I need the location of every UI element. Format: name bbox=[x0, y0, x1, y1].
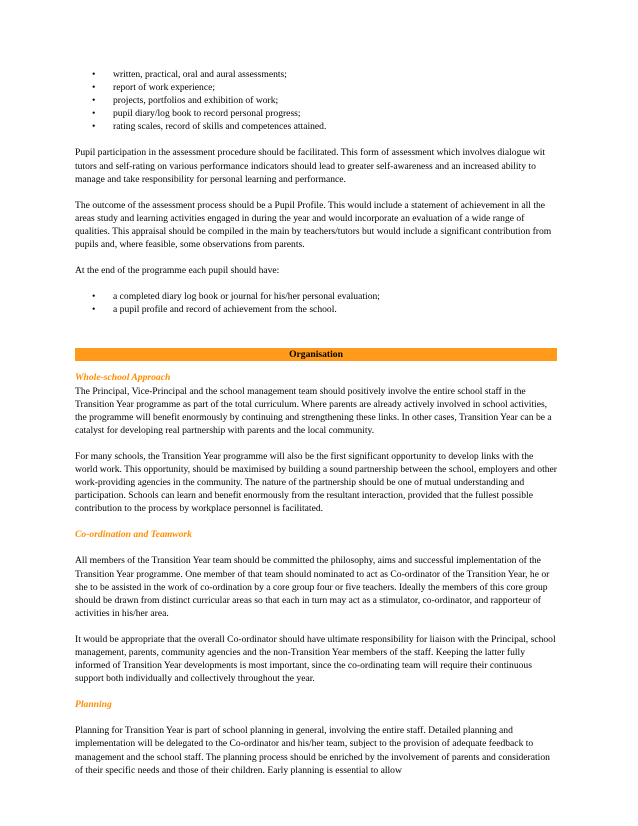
paragraph-whole-school-2: For many schools, the Transition Year programme will also be the first significant opportunity to develop links with the world work. This opportunity, should be maximised by building a sound partnership between the school, employers and other work-providing agencies in the community. The nature of the partnership should be one of mutual understanding and participation. Schools can learn and benefit enormously from the resultant interaction, provided that the fullest possible contribution to the process by workplace personnel is facilitated. bbox=[75, 450, 558, 515]
document-page bbox=[75, 68, 557, 777]
paragraph-end-of-programme: At the end of the programme each pupil should have: bbox=[75, 265, 280, 277]
heading-whole-school: Whole-school Approach bbox=[75, 372, 171, 384]
paragraph-planning-1: Planning for Transition Year is part of school planning in general, involving the entire staff. Detailed planning and implementation will be delegated to the Co-ordinator and his/her team, subject to the provision of adequate feedback to management and the school staff. The planning process should be enriched by the involvement of parents and consideration of their specific needs and those of their children. Early planning is essential to allow bbox=[75, 725, 550, 776]
list-item: • rating scales, record of skills and competences attained. bbox=[75, 120, 557, 133]
end-of-programme-list bbox=[75, 290, 557, 316]
list-item: • report of work experience; bbox=[75, 81, 557, 94]
list-item: • projects, portfolios and exhibition of work; bbox=[75, 94, 557, 107]
paragraph-coordination-1: All members of the Transition Year team should be committed the philosophy, aims and successful implementation of the Transition Year programme. One member of that team should nominated to act as Co-ordinator of the Transition Year, he or she to be assisted in the work of co-ordination by a core group four or five teachers. Ideally the members of this core group should be drawn from distinct curricular areas so that each in turn may act as a stimulator, co-ordinator, and rapporteur of activities in his/her area. bbox=[75, 555, 550, 619]
paragraph-coordination-2: It would be appropriate that the overall Co-ordinator should have ultimate responsibility for liaison with the Principal, school management, parents, community agencies and the non-Transition Year members of the staff. Keeping the latter fully informed of Transition Year developments is most important, since the co-ordinating team will require their continuous support both individually and collectively throughout the year. bbox=[75, 633, 556, 685]
list-item: • a pupil profile and record of achievement from the school. bbox=[75, 303, 557, 316]
paragraph-outcome: The outcome of the assessment process should be a Pupil Profile. This would include a statement of achievement in all the areas study and learning activities engaged in during the year and would incorporate an evaluation of a wide range of qualities. This appraisal should be compiled in the main by teachers/tutors but would include a significant contribution from pupils and, where feasible, some observations from parents. bbox=[75, 199, 552, 251]
list-item: • a completed diary log book or journal for his/her personal evaluation; bbox=[75, 290, 557, 303]
list-item: • written, practical, oral and aural assessments; bbox=[75, 68, 557, 81]
assessments-list bbox=[75, 68, 557, 133]
heading-coordination: Co-ordination and Teamwork bbox=[75, 529, 192, 541]
section-banner: Organisation bbox=[75, 348, 557, 361]
paragraph-whole-school-1: The Principal, Vice-Principal and the school management team should positively involve the entire school staff in the Transition Year programme as part of the total curriculum. Where parents are already actively involved in school activities, the programme will benefit enormously by continuing and strengthening these links. In other cases, Transition Year can be a catalyst for developing real partnership with parents and the local community. bbox=[75, 385, 552, 436]
list-item: • pupil diary/log book to record personal progress; bbox=[75, 107, 557, 120]
paragraph-participation: Pupil participation in the assessment procedure should be facilitated. This form of assessment which involves dialogue wit tutors and self-rating on various performance indicators should lead to greater self-awareness and an increased ability to manage and take responsibility for personal learning and performance. bbox=[75, 147, 546, 185]
heading-planning: Planning bbox=[75, 699, 112, 711]
